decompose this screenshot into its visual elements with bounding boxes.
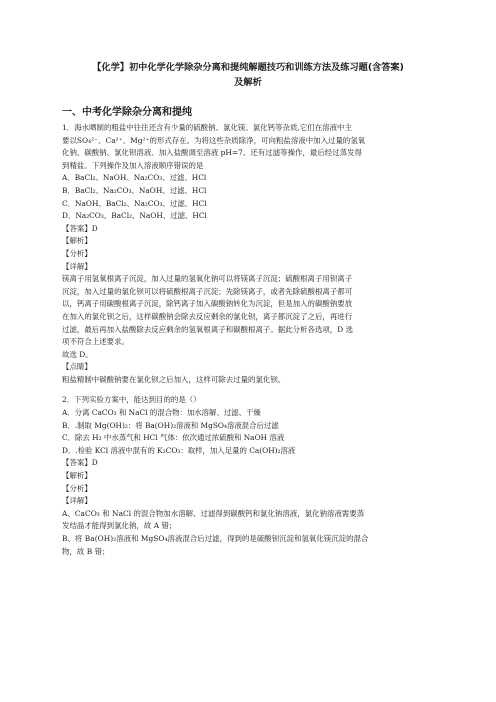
spacer [62, 386, 434, 394]
title-line-1: 【化学】初中化学化学除杂分离和提纯解题技巧和训练方法及练习题(含答案) [92, 62, 404, 73]
question-2 [62, 394, 434, 558]
q1-answer: 【答案】D [62, 223, 98, 233]
q2-xiangjie-label: 【详解】 [62, 496, 92, 506]
q1-detail-line-4: 在加入的氯化钡之后，这样碳酸钠会除去反应剩余的氯化钡，离子都沉淀了之后，再进行 [62, 311, 353, 321]
q2-stem: 2．下列实验方案中，能达到目的的是（） [62, 395, 201, 405]
title-line-2: 及解析 [234, 77, 262, 88]
q1-xiangjie-label: 【详解】 [62, 261, 92, 271]
q1-option-b: B．BaCl₂、Na₂CO₃、NaOH、过滤、HCl [62, 185, 207, 195]
q1-stem-line-3: 化钠、碳酸钠、氯化钡溶液、加入盐酸调至溶液 pH=7、还有过滤等操作，最后经过蒸发得 [62, 148, 362, 158]
q1-stem-line-4: 到精盐。下列操作及加入溶液顺序错误的是 [62, 160, 204, 170]
q1-detail-line-6: 项不符合上述要求。 [62, 337, 129, 347]
q1-dianjing-text: 粗盐精制中碳酸钠要在氯化钡之后加入，这样可除去过量的氯化钡。 [62, 374, 286, 384]
q2-option-c: C．除去 H₂ 中水蒸气和 HCl 气体：依次通过浓硫酸和 NaOH 溶液 [62, 433, 285, 443]
q1-conclusion: 故选 D。 [62, 349, 93, 359]
q1-dianjing-label: 【点睛】 [62, 362, 92, 372]
q2-jiexi-label: 【解析】 [62, 471, 92, 481]
q1-detail-line-5: 过滤，最后再加入盐酸除去反应剩余的氢氧根离子和碳酸根离子。据此分析各选项，D 选 [62, 324, 354, 334]
q1-detail-line-1: 镁离子用氢氧根离子沉淀，加入过量的氢氧化钠可以将镁离子沉淀；硫酸根离子用钡离子 [62, 274, 353, 284]
q1-jiexi-label: 【解析】 [62, 236, 92, 246]
q1-detail-line-2: 沉淀，加入过量的氯化钡可以将硫酸根离子沉淀；先除镁离子，或者先除硫酸根离子都可 [62, 286, 353, 296]
section-heading: 一、中考化学除杂分离和提纯 [62, 107, 192, 118]
question-1 [62, 122, 434, 386]
q2-option-a: A．分离 CaCO₃ 和 NaCl 的混合物：加水溶解、过滤、干燥 [62, 408, 261, 418]
q2-detail-line-3: B、将 Ba(OH)₂溶液和 MgSO₄溶液混合后过滤，得到的是硫酸钡沉淀和氢氧化镁沉淀的混合 [62, 534, 369, 543]
document-title [62, 60, 434, 90]
q1-option-d: D．Na₂CO₃、BaCl₂、NaOH、过滤、HCl [62, 211, 207, 221]
q2-detail-line-2: 发结晶才能得到氯化钠，故 A 错； [62, 521, 177, 531]
q2-fenxi-label: 【分析】 [62, 483, 92, 493]
q2-option-b: B．.制取 Mg(OH)₂：将 Ba(OH)₂溶液和 MgSO₄溶液混合后过滤 [62, 420, 279, 430]
q1-option-a: A．BaCl₂、NaOH、Na₂CO₃、过滤、HCl [62, 173, 207, 183]
q1-fenxi-label: 【分析】 [62, 248, 92, 258]
q1-stem-line-2: 要以SO₄²⁻、Ca²⁺、Mg²⁺的形式存在。为将这些杂质除净，可向粗盐溶液中加入过量的氢氧 [62, 135, 366, 145]
q1-stem-line-1: 1．海水晒制的粗盐中往往还含有少量的硫酸钠、氯化镁、氯化钙等杂质,它们在溶液中主 [62, 123, 352, 132]
q2-detail-line-1: A、CaCO₃ 和 NaCl 的混合物加水溶解、过滤得到碳酸钙和氯化钠溶液，氯化钠溶液需要蒸 [62, 508, 365, 518]
q2-detail-line-4: 物，故 B 错； [62, 546, 110, 556]
q1-option-c: C．NaOH、BaCl₂、Na₂CO₃、过滤、HCl [62, 198, 207, 208]
q1-detail-line-3: 以，钙离子用碳酸根离子沉淀，除钙离子加入碳酸钠转化为沉淀，但是加入的碳酸钠要放 [62, 299, 353, 309]
q2-option-d: D．.检验 KCl 溶液中混有的 K₂CO₃：取样，加入足量的 Ca(OH)₂溶液 [62, 445, 296, 455]
q2-answer: 【答案】D [62, 458, 98, 468]
